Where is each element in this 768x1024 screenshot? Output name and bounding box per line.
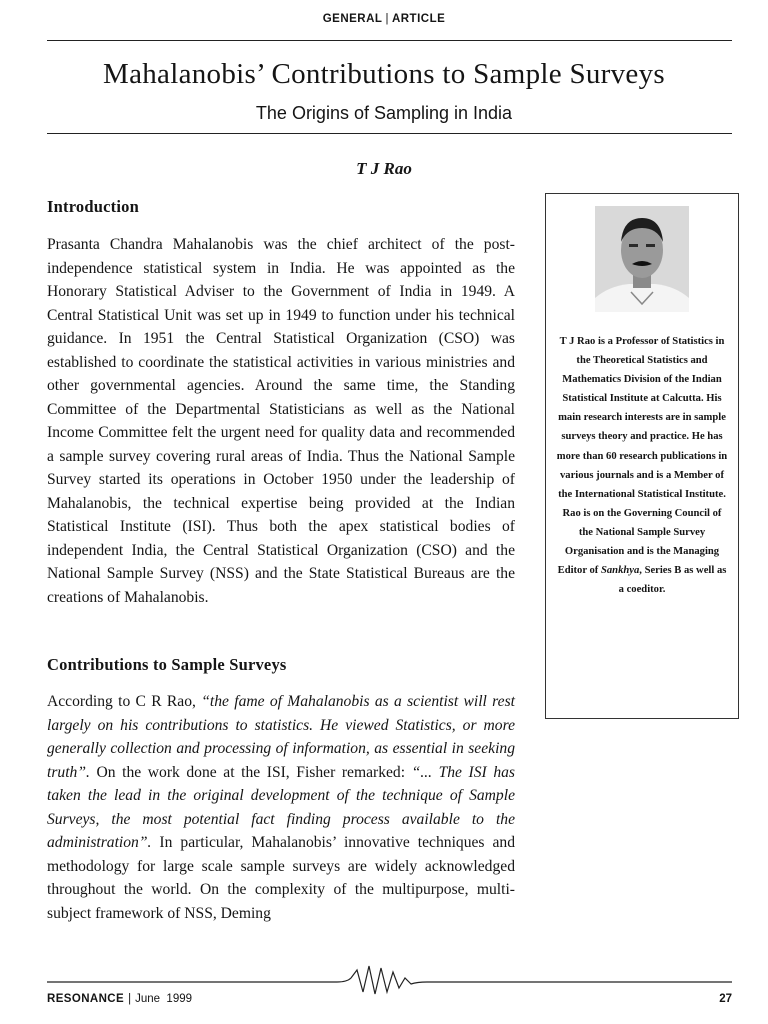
header-rule	[47, 40, 732, 41]
header-separator: |	[385, 13, 389, 25]
title-rule	[47, 133, 732, 134]
author-name: T J Rao	[356, 159, 412, 178]
footer-citation	[47, 993, 192, 1005]
fisher-quote: “... The ISI has taken the lead in the original development of the technique of Sample Surveys, the most potential fact finding process available to the administration”.	[47, 763, 515, 851]
contrib-text-3: In particular, Mahalanobis’ innovative techniques and methodology for large scale sample surveys are widely acknowledged throughout the world. On the complexity of the multipurpose, multi-subject framework of NSS, Deming	[47, 834, 515, 922]
introduction-paragraph: Prasanta Chandra Mahalanobis was the chief architect of the post-independence statistical system in India. He was appointed as the Honorary Statistical Adviser to the Government of India in 1949. A Central Statistical Unit was set up in 1949 to function under his technical guidance. In 1951 the Central Statistical Organization (CSO) was established to coordinate the statistical activities in various ministries and other governmental agencies. Around the same time, the Standing Committee of the Departmental Statisticians as well as the National Income Committee felt the urgent need for quality data and recommended a sample survey covering rural areas of India. Thus the National Sample Survey started its operations in October 1950 under the leadership of Mahalanobis, the technical expertise being provided at the Indian Statistical Institute (ISI). Thus both the apex statistical bodies of independent India, the Central Statistical Organization (CSO) and the National Sample Survey (NSS) and the State Statistical Bureaus are the creations of Mahalanobis.	[47, 236, 515, 606]
article-title: Mahalanobis’ Contributions to Sample Surveys	[102, 58, 665, 90]
bio-text: T J Rao is a Professor of Statistics in the Theoretical Statistics and Mathematics Division of the Indian Statistical Institute at Calcutta. His main research interests are in sample surveys theory and practice. He has more than 60 research publications in various journals and is a Member of the International Statistical Institute. Rao is on the Governing Council of the National Sample Survey Organisation and is the Managing Editor of	[556, 336, 728, 577]
contributions-section	[47, 655, 515, 925]
bio-text-end: , Series B as well as a coeditor.	[618, 565, 727, 596]
introduction-heading: Introduction	[47, 197, 139, 216]
page-number: 27	[719, 993, 732, 1005]
issue-month: June	[135, 993, 161, 1005]
issue-year: 1999	[166, 993, 193, 1005]
article-type-label: ARTICLE	[391, 13, 446, 25]
contributions-heading: Contributions to Sample Surveys	[47, 655, 287, 674]
journal-label: RESONANCE	[47, 993, 125, 1005]
introduction-section	[47, 197, 515, 609]
section-label: GENERAL	[322, 13, 383, 25]
contrib-text-2: On the work done at the ISI, Fisher remarked:	[89, 763, 412, 781]
rao-quote: “the fame of Mahalanobis as a scientist will rest largely on his contributions to statistics. He viewed Statistics, or more generally collection and processing of information, as essential in seeking truth”.	[47, 693, 515, 781]
running-header	[0, 13, 768, 25]
footer-separator: |	[128, 993, 132, 1005]
contrib-text-1: According to C R Rao,	[47, 693, 202, 710]
author-photo	[595, 206, 689, 312]
journal-name: Sankhya	[600, 565, 640, 577]
author-bio-box	[545, 193, 739, 719]
article-subtitle: The Origins of Sampling in India	[255, 103, 513, 123]
author-bio	[556, 332, 728, 599]
contributions-paragraph	[47, 690, 515, 925]
